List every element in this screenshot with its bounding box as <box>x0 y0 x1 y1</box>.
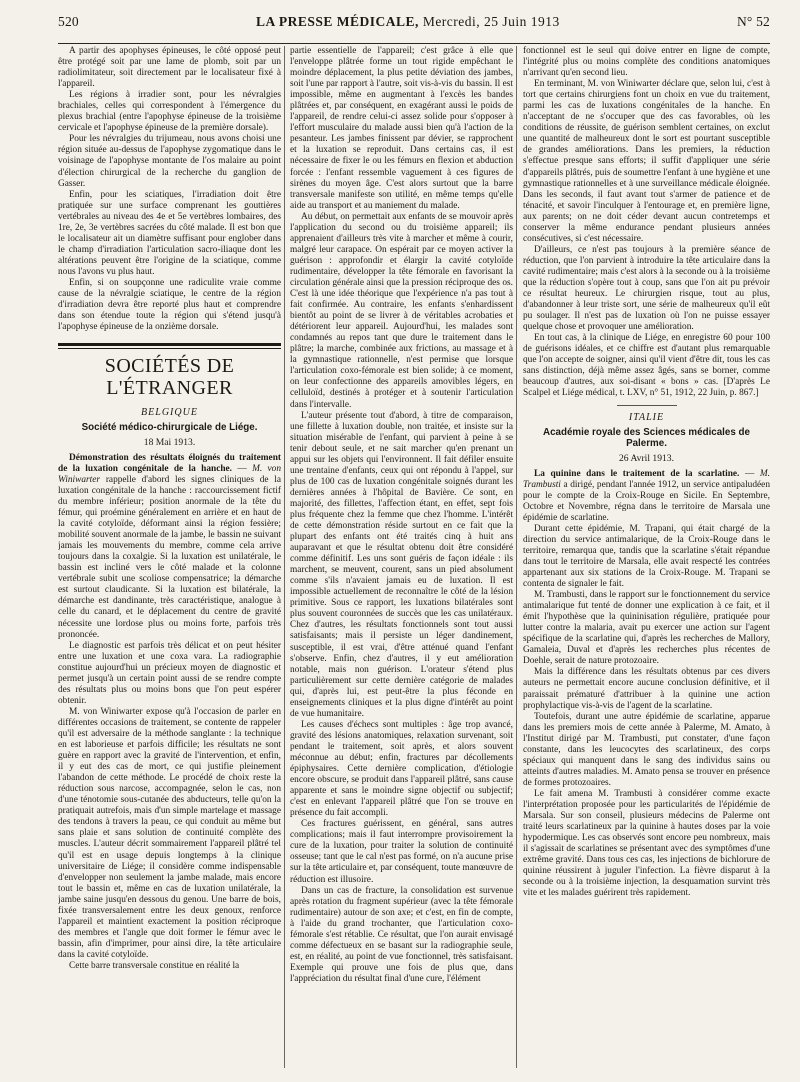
country-heading: ITALIE <box>628 411 665 423</box>
separator-rule <box>617 405 677 406</box>
section-title: SOCIÉTÉS DE L'ÉTRANGER <box>104 355 235 400</box>
society-name: Société médico-chirurgicale de Liége. <box>81 422 258 434</box>
issue-number: N° 52 <box>736 14 770 29</box>
paragraph: En tout cas, à la clinique de Liége, en enregistre 60 pour 100 de guérisons idéales, et ce chiffre est d'autant plus remarquable que l'on accepte de soigner, ainsi qu'il vient d'être dit, tous les cas sans distinction, déjà même assez âgés, sans se borner, comme beaucoup d'autres, aux soi-disant « bons » cas. [D'après Le Scalpel et Liége médical, t. LXV, n° 51, 1912, 22 Juin, p. 867.] <box>523 333 770 399</box>
paragraph: Ces fractures guérissent, en général, sans autres complications; mais il faut interrompre provisoirement la cure de la luxation, pour traiter la solution de continuité osseuse; tant que le cal n'est pas formé, on n'a aucune prise sur la tête articulaire et, par conséquent, toute manœuvre de réduction est illusoire. <box>290 819 513 885</box>
column-3 <box>523 46 770 1070</box>
paragraph: En terminant, M. von Winiwarter déclare que, selon lui, c'est à tort que certains chirurgiens font un choix en vue du traitement, parmi les cas de luxations congénitales de la hanche. En n'acceptant de ne s'occuper que des cas favorables, où les conditions de réussite, de guérison semblent certaines, on exclut une quantité de malheureux dont le sort est pourtant susceptible de grandes améliorations. Dans les premiers, la réduction s'effectue presque sans efforts; il suffit d'appliquer une série d'appareils plâtrés, puis de soumettre l'enfant à une hygiène et une gymnastique rationnelles et à une surveillance médicale éloignée. Dans les seconds, il faut avant tout s'armer de patience et de ténacité, et savoir l'inculquer à l'entourage et, en première ligne, aux parents; on ne doit céder devant aucun contretemps et conserver la même endurance pendant plusieurs années consécutives, si c'est nécessaire. <box>523 79 770 244</box>
paragraph: M. von Winiwarter expose qu'à l'occasion de parler en différentes occasions de traitement, se contente de rappeler qu'il est adversaire de la méthode sanglante : la technique en est laborieuse et parfois difficile; les résultats ne sont guère en rapport avec la gravité de l'intervention, et enfin, il y eut des cas de mort, ce qui justifie pleinement l'abandon de cette méthode. Le procédé de choix reste la réduction sous narcose, accompagnée, selon le cas, non d'une ténotomie sous-cutanée des abducteurs, telle qu'on la pratiquait autrefois, mais d'un simple martelage et massage des tendons à travers la peau, ce qui conduit au même but sans plaie et sans solution de continuité complète des muscles. L'auteur décrit sommairement l'appareil plâtré tel qu'il est en usage depuis longtemps à la clinique universitaire de Liége; il considère comme indispensable d'envelopper non seulement la jambe malade, mais encore tout le bassin et, même en cas de luxation unilatérale, la jambe saine jusqu'en dessous du genou. Une barre de bois, fixée transversalement entre les deux genoux, renforce l'appareil et maintient exactement la position réciproque des membres et l'angle que doit former le fémur avec le bassin, afin d'imprimer, pour ainsi dire, la tête articulaire dans la cavité cotyloïde. <box>58 706 281 960</box>
article-lead: a dirigé, pendant l'année 1912, un service antipaludéen pour le compte de la Croix-Rouge en Sicile. En Septembre, Octobre et Novembre, régna dans le territoire de Marsala une épidémie de scarlatine. <box>523 479 770 523</box>
paragraph: Toutefois, durant une autre épidémie de scarlatine, apparue dans les premiers mois de cette année à Palerme, M. Amato, à l'Institut dirigé par M. Trambusti, put constater, d'une façon constante, dans les leucocytes des scarlatineux, des corps spéciaux qui manquent dans le sang des individus sains ou atteints d'autres maladies. M. Amato pensa se trouver en présence de formes protozoaires. <box>523 711 770 788</box>
column-rule-2 <box>516 46 517 1068</box>
paragraph: D'ailleurs, ce n'est pas toujours à la première séance de réduction, que l'on parvient à introduire la tête articulaire dans la cavité rudimentaire; mais c'est alors à la seconde ou à la troisième que la réduction s'opère tout à coup, sans que l'on ait pu prévoir ce résultat heureux. Le chirurgien risque, tout au plus, d'abandonner à leur triste sort, une série de malheureux qu'il eût pu soulager. Il n'est pas de luxation où l'on ne puisse essayer quelque chose et provoquer une amélioration. <box>523 244 770 333</box>
society-name: Académie royale des Sciences médicales de Palerme. <box>543 426 750 450</box>
paragraph: Au début, on permettait aux enfants de se mouvoir après l'application du second ou du troisième appareil; ils apprenaient d'ailleurs très vite à marcher et même à courir, malgré leur carapace. On espérait par ce moyen activer la guérison : approfondir et élargir la cavité cotyloïde rudimentaire, développer la tête fémorale en favorisant la circulation générale ainsi que la pression réciproque des os. C'est là une idée théorique que l'expérience n'a pas tout à fait confirmée. Au contraire, les enfants s'enhardissent bientôt au point de se livrer à de véritables acrobaties et détériorent leur appareil. Aujourd'hui, les malades sont condamnés au repos tant que dure le traitement dans le plâtre; la marche, combinée aux frictions, au massage et à la gymnastique rationnelle, n'est permise que lorsque l'articulation coxo-fémorale est bien solide; à ce moment, on leur confectionne des appareils amovibles légers, en celluloïd, destinés à protéger et à soutenir l'articulation dans l'intervalle. <box>290 211 513 410</box>
paragraph: Dans un cas de fracture, la consolidation est survenue après rotation du fragment supérieur (avec la tête fémorale rudimentaire) autour de son axe; et c'est, en fin de compte, à l'aide du grand trochanter, que l'articulation coxo-fémorale s'est rétablie. Ce résultat, que l'on aurait envisagé comme défectueux en se basant sur la radiographie seule, est, en réalité, au point de vue fonctionnel, très satisfaisant. Exemple qui prouve une fois de plus que, dans l'appréciation du résultat final d'une cure, l'élément <box>290 885 513 984</box>
paragraph: Les causes d'échecs sont multiples : âge trop avancé, gravité des lésions anatomiques, relaxation survenant, soit pendant le traitement, soit après, et alors souvent méconnue au début; enfin, fractures par décollements épiphysaires. Cette dernière complication, d'étiologie encore obscure, se produit dans l'appareil plâtré, sans cause apparente et sans le moindre signe objectif ou subjectif; c'est en enlevant l'appareil plâtré que l'on se trouve en présence du fait accompli. <box>290 719 513 819</box>
paragraph: fonctionnel est le seul qui doive entrer en ligne de compte, l'intégrité plus ou moins complète des conditions anatomiques n'arrivant qu'en second lieu. <box>523 46 770 79</box>
country-heading: BELGIQUE <box>141 407 198 419</box>
paragraph: Enfin, pour les sciatiques, l'irradiation doit être pratiquée sur une surface comprenant les gouttières vertébrales au niveau des 4e et 5e vertèbres lombaires, des 1re, 2e, 3e vertèbres sacrées du côté malade. Il est bon que le localisateur ait un diamètre suffisant pour englober dans le champ d'irradiation l'articulation sacro-iliaque dont les altérations peuvent être l'origine de la sciatique, comme nous l'avons vu plus haut. <box>58 189 281 277</box>
section-rule-thin <box>58 348 281 349</box>
paragraph: Mais la différence dans les résultats obtenus par ces divers auteurs ne permettait encore aucune conclusion définitive, et il paraissait prématuré d'attribuer à la quinine une action prophylactique vis-à-vis de l'agent de la scarlatine. <box>523 667 770 711</box>
session-date: 18 Mai 1913. <box>143 436 196 448</box>
column-1 <box>58 46 281 1070</box>
paragraph: Le diagnostic est parfois très délicat et on peut hésiter entre une luxation et une coxa vara. La radiographie constitue aujourd'hui un précieux moyen de diagnostic et permet jusqu'à un certain point aussi de se rendre compte des résultats plus ou moins bons que l'on peut espérer obtenir. <box>58 640 281 706</box>
journal-title <box>256 14 560 30</box>
paragraph: L'auteur présente tout d'abord, à titre de comparaison, une fillette à luxation double, non traitée, et insiste sur la situation misérable de l'enfant, qui parvient à peine à se tenir debout seule, et ne sait marcher qu'en prenant un appui sur les objets qui l'environnent. Il fait défiler ensuite une trentaine d'enfants, ceux qui ont répondu à l'appel, sur plus de 100 cas de luxation congénitale soignés durant les dernières années à l'hôpital de Bavière. Ce sont, en majorité, des fillettes, l'affection étant, en effet, sept fois plus fréquente chez la femme que chez l'homme. L'intérêt de cette démonstration réside surtout en ce fait que la plupart des enfants ont été traités cinq à huit ans auparavant et que le résultat obtenu doit être considéré comme définitif. Les uns sont guéris de façon idéale : ils marchent, se meuvent, courent, sans un pied absolument comme s'ils n'avaient jamais eu de luxation. Il est impossible actuellement de reconnaître le côté de la lésion primitive. Sous ce rapport, les luxations bilatérales sont plus souvent couronnées de succès que les cas unilatéraux. Chez d'autres, les résultats fonctionnels sont tout aussi satisfaisants; mais il persiste un léger dandinement, susceptible, il est vrai, d'être atténué quand l'enfant s'observe. Enfin, chez d'autres, il y eut amélioration notable, mais non guérison. L'orateur s'étend plus particulièrement sur cette dernière catégorie de malades qui, d'après lui, est peut-être la plus féconde en enseignements cliniques et la plus digne d'intérêt au point de vue humanitaire. <box>290 410 513 719</box>
column-2 <box>290 46 513 1070</box>
paragraph: Le fait amena M. Trambusti à considérer comme exacte l'interprétation proposée pour les particularités de l'épidémie de Marsala. Sur son conseil, plusieurs médecins de Palerme ont traité leurs scarlatineux par la quinine à hautes doses par la voie hypodermique. Les cas observés sont encore peu nombreux, mais il s'agissait de scarlatines se présentant avec des symptômes d'une extrême gravité. Dans tous ces cas, les injections de bichlorure de quinine réussirent à juguler l'infection. La fièvre disparut à la seconde ou à la troisième injection, la desquamation survint très vite et les malades guérirent très rapidement. <box>523 788 770 899</box>
article-title: La quinine dans le traitement de la scarlatine. <box>534 468 740 479</box>
article-paragraph: La quinine dans le traitement de la scarlatine. — M. Trambusti a dirigé, pendant l'année 1912, un service antipaludéen pour le compte de la Croix-Rouge en Sicile. En Septembre, Octobre et Novembre, régna dans le territoire de Marsala une épidémie de scarlatine. <box>523 468 770 523</box>
article-lead: rappelle d'abord les signes cliniques de la luxation congénitale de la hanche : raccourcissement fictif du membre inférieur; position anormale de la tête du fémur, qui proémine généralement en arrière et en haut de la cavité cotyloïde, déformant ainsi la région fessière; mobilité souvent anormale de la jambe, le bassin ne suivant jamais les mouvements du membre, comme cela arrive toujours dans la coxalgie. Si la luxation est unilatérale, le bassin est incliné vers le côté malade et la colonne vertébrale subit une scoliose compensatrice; la démarche est surtout claudicante. Si la luxation est bilatérale, la démarche est dandinante, très caractéristique, analogue à celle du canard, et le déplacement du centre de gravité nécessite une lordose plus ou moins forte, parfois très prononcée. <box>58 474 281 640</box>
paragraph: Pour les névralgies du trijumeau, nous avons choisi une région située au-dessus de l'apophyse zygomatique dans le voisinage de l'apophyse montante de l'os malaire au point d'élection chirurgical de la recherche du ganglion de Gasser. <box>58 134 281 189</box>
column-rule-1 <box>284 46 285 1068</box>
issue-date: Mercredi, 25 Juin 1913 <box>422 14 560 29</box>
paragraph: Durant cette épidémie, M. Trapani, qui était chargé de la direction du service antimalarique, de la Croix-Rouge dans le territoire, remarqua que, tandis que la scarlatine s'était répandue dans tout le territoire de Marsala, elle avait respecté les contrées appartenant aux six stations de la Croix-Rouge. M. Trapani se contenta de signaler le fait. <box>523 523 770 590</box>
paragraph: M. Trambusti, dans le rapport sur le fonctionnement du service antimalarique fut tenté de donner une explication à ce fait, et il émit l'hypothèse que la quininisation régulière, pratiquée pour lutter contre la malaria, avait pu exercer une action sur l'agent spécifique de la scarlatine qui, d'après les recherches de Mallory, Gamaleia, Duval et d'après les recherches plus récentes de Doehle, serait de nature protozoaire. <box>523 590 770 667</box>
article-author: M. Trambusti <box>523 468 770 490</box>
article-author: M. von Winiwarter <box>58 463 281 485</box>
paragraph: partie essentielle de l'appareil; c'est grâce à elle que l'enveloppe plâtrée forme un tout rigide empêchant le moindre déplacement, la plus petite déviation des jambes, soit l'une par rapport à l'autre, soit vis-à-vis du bassin. Il est impossible, même en augmentant à l'excès les bandes plâtrées et, par conséquent, en exagérant aussi le poids de l'appareil, de rendre celui-ci assez solide pour s'opposer à l'effort musculaire du malade aussi bien qu'à l'action de la pesanteur. Les jambes finissent par dévier, se rapprochent et la luxation se reproduit. Dans certains cas, il est nécessaire de fixer le ou les fémurs en flexion et abduction forcée : l'enfant ressemble vaguement à ces figures de sirènes du moyen âge. C'est alors surtout que la barre transversale manifeste son utilité, en même temps qu'elle aide au transport et au maniement du malade. <box>290 46 513 211</box>
journal-name: LA PRESSE MÉDICALE, <box>256 14 419 29</box>
paragraph: Les régions à irradier sont, pour les névralgies brachiales, celles qui correspondent à l'émergence du plexus brachial (entre l'apophyse épineuse de la troisième cervicale et l'apophyse épineuse de la première dorsale). <box>58 90 281 134</box>
section-rule-thick <box>58 343 281 346</box>
page-header <box>58 14 770 44</box>
article-title: Démonstration des résultats éloignés du traitement de la luxation congénitale de la hanche. <box>58 452 281 474</box>
paragraph: A partir des apophyses épineuses, le côté opposé peut être protégé soit par une lame de plomb, soit par un radiolimitateur, soit directement par le localisateur fixé à l'appareil. <box>58 46 281 90</box>
session-date: 26 Avril 1913. <box>619 452 674 464</box>
paragraph: Enfin, si on soupçonne une radiculite vraie comme cause de la névralgie sciatique, le centre de la région d'irradiation devra être reporté plus haut et comprendre dans son étendue toute la région qui s'étend jusqu'à l'apophyse épineuse de la onzième dorsale. <box>58 277 281 333</box>
article-paragraph: Démonstration des résultats éloignés du traitement de la luxation congénitale de la hanche. — M. von Winiwarter rappelle d'abord les signes cliniques de la luxation congénitale de la hanche : raccourcissement fictif du membre inférieur; position anormale de la tête du fémur, qui proémine généralement en arrière et en haut de la cavité cotyloïde, déformant ainsi la région fessière; mobilité souvent anormale de la jambe, le bassin ne suivant jamais les mouvements du membre, comme cela arrive toujours dans la coxalgie. Si la luxation est unilatérale, le bassin est incliné vers le côté malade et la colonne vertébrale subit une scoliose compensatrice; la démarche est surtout claudicante. Si la luxation est bilatérale, la démarche est dandinante, très caractéristique, analogue à celle du canard, et le déplacement du centre de gravité nécessite une lordose plus ou moins forte, parfois très prononcée. <box>58 452 281 640</box>
page-number: 520 <box>58 14 79 29</box>
paragraph: Cette barre transversale constitue en réalité la <box>69 960 240 971</box>
